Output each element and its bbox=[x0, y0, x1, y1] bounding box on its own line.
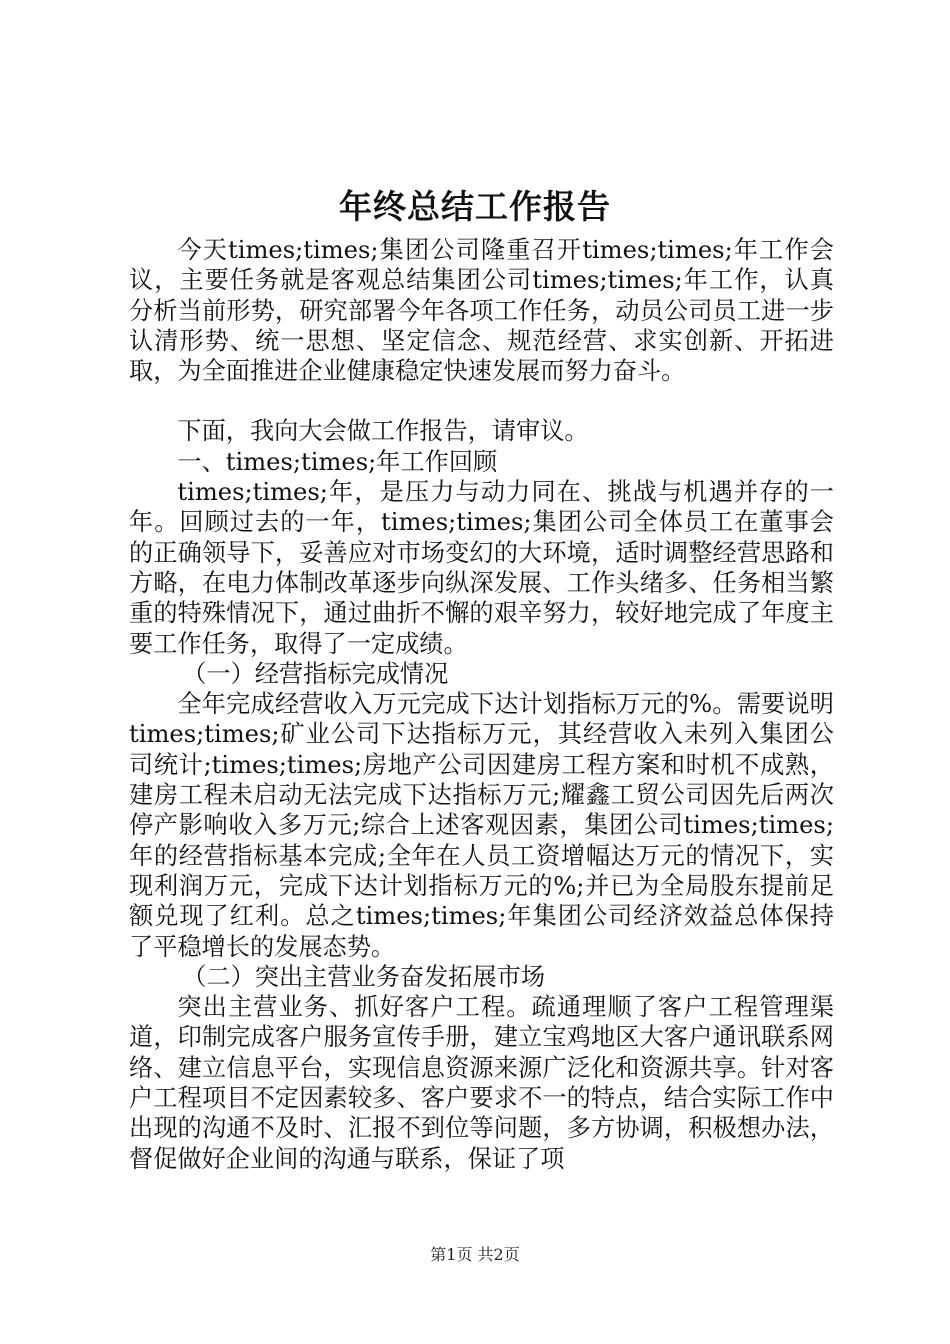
document-body bbox=[129, 235, 834, 1174]
paragraph-intro: 今天times;times;集团公司隆重召开times;times;年工作会议，主要任务就是客观总结集团公司times;times;年工作，认真分析当前形势，研究部署今年各项工作任务，动员公司员工进一步认清形势、统一思想、坚定信念、规范经营、求实创新、开拓进取，为全面推进企业健康稳定快速发展而努力奋斗。 bbox=[129, 236, 834, 386]
paragraph-report-request: 下面，我向大会做工作报告，请审议。 bbox=[177, 417, 589, 446]
subsection-heading-market: （二）突出主营业务奋发拓展市场 bbox=[182, 962, 546, 991]
paragraph-review: times;times;年，是压力与动力同在、挑战与机遇并存的一年。回顾过去的一年，times;times;集团公司全体员工在董事会的正确领导下，妥善应对市场变幻的大环境，适时调整经营思路和方略，在电力体制改革逐步向纵深发展、工作头绪多、任务相当繁重的特殊情况下，通过曲折不懈的艰辛努力，较好地完成了年度主要工作任务，取得了一定成绩。 bbox=[129, 478, 834, 658]
section-heading-review: 一、times;times;年工作回顾 bbox=[177, 447, 498, 476]
paragraph-indicators: 全年完成经营收入万元完成下达计划指标万元的%。需要说明times;times;矿业公司下达指标万元，其经营收入未列入集团公司统计;times;times;房地产公司因建房工程方案和时机不成熟，建房工程未启动无法完成下达指标万元;耀鑫工贸公司因先后两次停产影响收入多万元;综合上述客观因素，集团公司times;times;年的经营指标基本完成;全年在人员工资增幅达万元的情况下，实现利润万元，完成下达计划指标万元的%;并已为全局股东提前足额兑现了红利。总之times;times;年集团公司经济效益总体保持了平稳增长的发展态势。 bbox=[129, 690, 834, 961]
subsection-heading-indicators: （一）经营指标完成情况 bbox=[182, 659, 449, 688]
paragraph-market: 突出主营业务、抓好客户工程。疏通理顺了客户工程管理渠道，印制完成客户服务宣传手册，建立宝鸡地区大客户通讯联系网络、建立信息平台，实现信息资源来源广泛化和资源共享。针对客户工程项目不定因素较多、客户要求不一的特点，结合实际工作中出现的沟通不及时、汇报不到位等问题，多方协调，积极想办法，督促做好企业间的沟通与联系，保证了项 bbox=[129, 993, 834, 1173]
document-title: 年终总结工作报告 bbox=[339, 187, 611, 226]
page-footer: 第1页 共2页 bbox=[430, 1245, 520, 1264]
